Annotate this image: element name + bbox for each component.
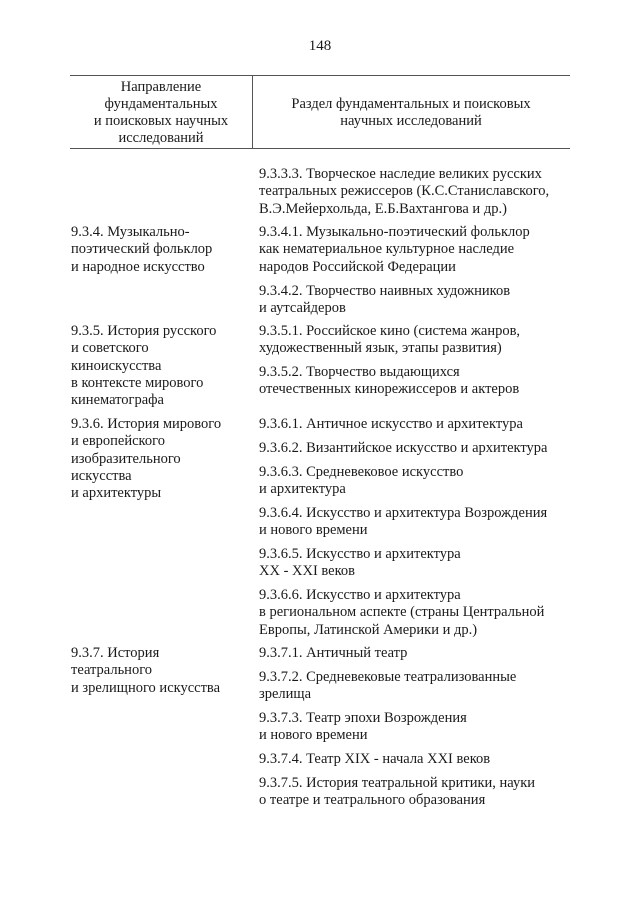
item-line: как нематериальное культурное наследие [259, 241, 515, 258]
item-line: 9.3.6.2. Византийское искусство и архитектура [259, 440, 548, 456]
item-line: 9.3.5.2. Творчество выдающихся [259, 364, 460, 380]
item-line: и нового времени [259, 727, 368, 744]
direction-line: в контексте мирового [71, 374, 204, 391]
subsection-item [259, 364, 571, 399]
item-line: XX - XXI веков [259, 563, 356, 580]
direction-cell [71, 323, 251, 409]
direction-line: и советского [71, 340, 149, 357]
direction-line: 9.3.7. История [71, 645, 160, 661]
item-line: 9.3.7.5. История театральной критики, науки [259, 775, 536, 791]
item-line: 9.3.6.1. Античное искусство и архитектура [259, 416, 523, 432]
header-section-line: научных исследований [340, 113, 482, 129]
direction-line: 9.3.4. Музыкально- [71, 224, 190, 240]
direction-line: изобразительного [71, 450, 181, 467]
subsection-item [259, 587, 571, 639]
item-line: Европы, Латинской Америки и др.) [259, 621, 478, 638]
item-line: 9.3.7.3. Театр эпохи Возрождения [259, 710, 467, 726]
subsection-item [259, 283, 571, 318]
subsection-item [259, 645, 571, 662]
header-bottom-rule [70, 148, 570, 149]
subsection-item [259, 710, 571, 745]
header-direction-line: и поисковых научных [93, 113, 229, 129]
item-line: театральных режиссеров (К.С.Станиславского, [259, 183, 550, 200]
subsection-item [259, 546, 571, 581]
item-line: 9.3.6.3. Средневековое искусство [259, 464, 464, 480]
header-direction-line: Направление [120, 79, 202, 95]
subsection-item [259, 224, 571, 276]
item-line: зрелища [259, 686, 312, 703]
item-line: и аутсайдеров [259, 300, 346, 317]
item-line: о театре и театрального образования [259, 792, 486, 809]
direction-line: театрального [71, 662, 153, 679]
direction-cell [71, 224, 251, 276]
subsection-item [259, 505, 571, 540]
subsection-item [259, 775, 571, 810]
subsection-item [259, 440, 571, 457]
item-line: отечественных кинорежиссеров и актеров [259, 381, 520, 398]
header-direction-line: фундаментальных [104, 96, 218, 112]
subsection-item [259, 416, 571, 433]
item-line: 9.3.6.4. Искусство и архитектура Возрождения [259, 505, 548, 521]
item-line: и архитектура [259, 481, 346, 498]
item-line: 9.3.7.1. Античный театр [259, 645, 408, 661]
direction-line: кинематографа [71, 392, 164, 409]
direction-line: 9.3.5. История русского [71, 323, 217, 339]
table-top-rule [70, 75, 570, 76]
item-line: В.Э.Мейерхольда, Е.Б.Вахтангова и др.) [259, 200, 507, 217]
item-line: 9.3.4.2. Творчество наивных художников [259, 283, 511, 299]
item-line: 9.3.3.3. Творческое наследие великих русских [259, 166, 542, 182]
item-line: 9.3.6.5. Искусство и архитектура [259, 546, 461, 562]
item-line: 9.3.6.6. Искусство и архитектура [259, 587, 461, 603]
direction-cell [71, 645, 251, 697]
item-line: и нового времени [259, 522, 368, 539]
subsection-item [259, 669, 571, 704]
subsection-item [259, 751, 571, 768]
direction-line: и народное искусство [71, 258, 205, 275]
header-direction [70, 79, 252, 147]
direction-line: и зрелищного искусства [71, 679, 221, 696]
subsection-item [259, 166, 571, 218]
header-section-line: Раздел фундаментальных и поисковых [291, 96, 531, 112]
header-direction-line: исследований [118, 130, 204, 146]
direction-line: и архитектуры [71, 485, 162, 502]
subsection-item [259, 464, 571, 499]
item-line: художественный язык, этапы развития) [259, 340, 502, 357]
direction-line: и европейского [71, 433, 165, 450]
item-line: 9.3.4.1. Музыкально-поэтический фольклор [259, 224, 530, 240]
direction-line: киноискусства [71, 357, 162, 374]
direction-line: поэтический фольклор [71, 241, 213, 258]
item-line: 9.3.5.1. Российское кино (система жанров, [259, 323, 521, 339]
item-line: 9.3.7.2. Средневековые театрализованные [259, 669, 517, 685]
item-line: народов Российской Федерации [259, 258, 456, 275]
item-line: в региональном аспекте (страны Центральной [259, 604, 545, 621]
item-line: 9.3.7.4. Театр XIX - начала XXI веков [259, 751, 491, 767]
page-number: 148 [308, 38, 332, 54]
direction-line: искусства [71, 467, 132, 484]
direction-cell [71, 416, 251, 502]
direction-line: 9.3.6. История мирового [71, 416, 222, 432]
subsection-item [259, 323, 571, 358]
header-section [252, 96, 570, 130]
